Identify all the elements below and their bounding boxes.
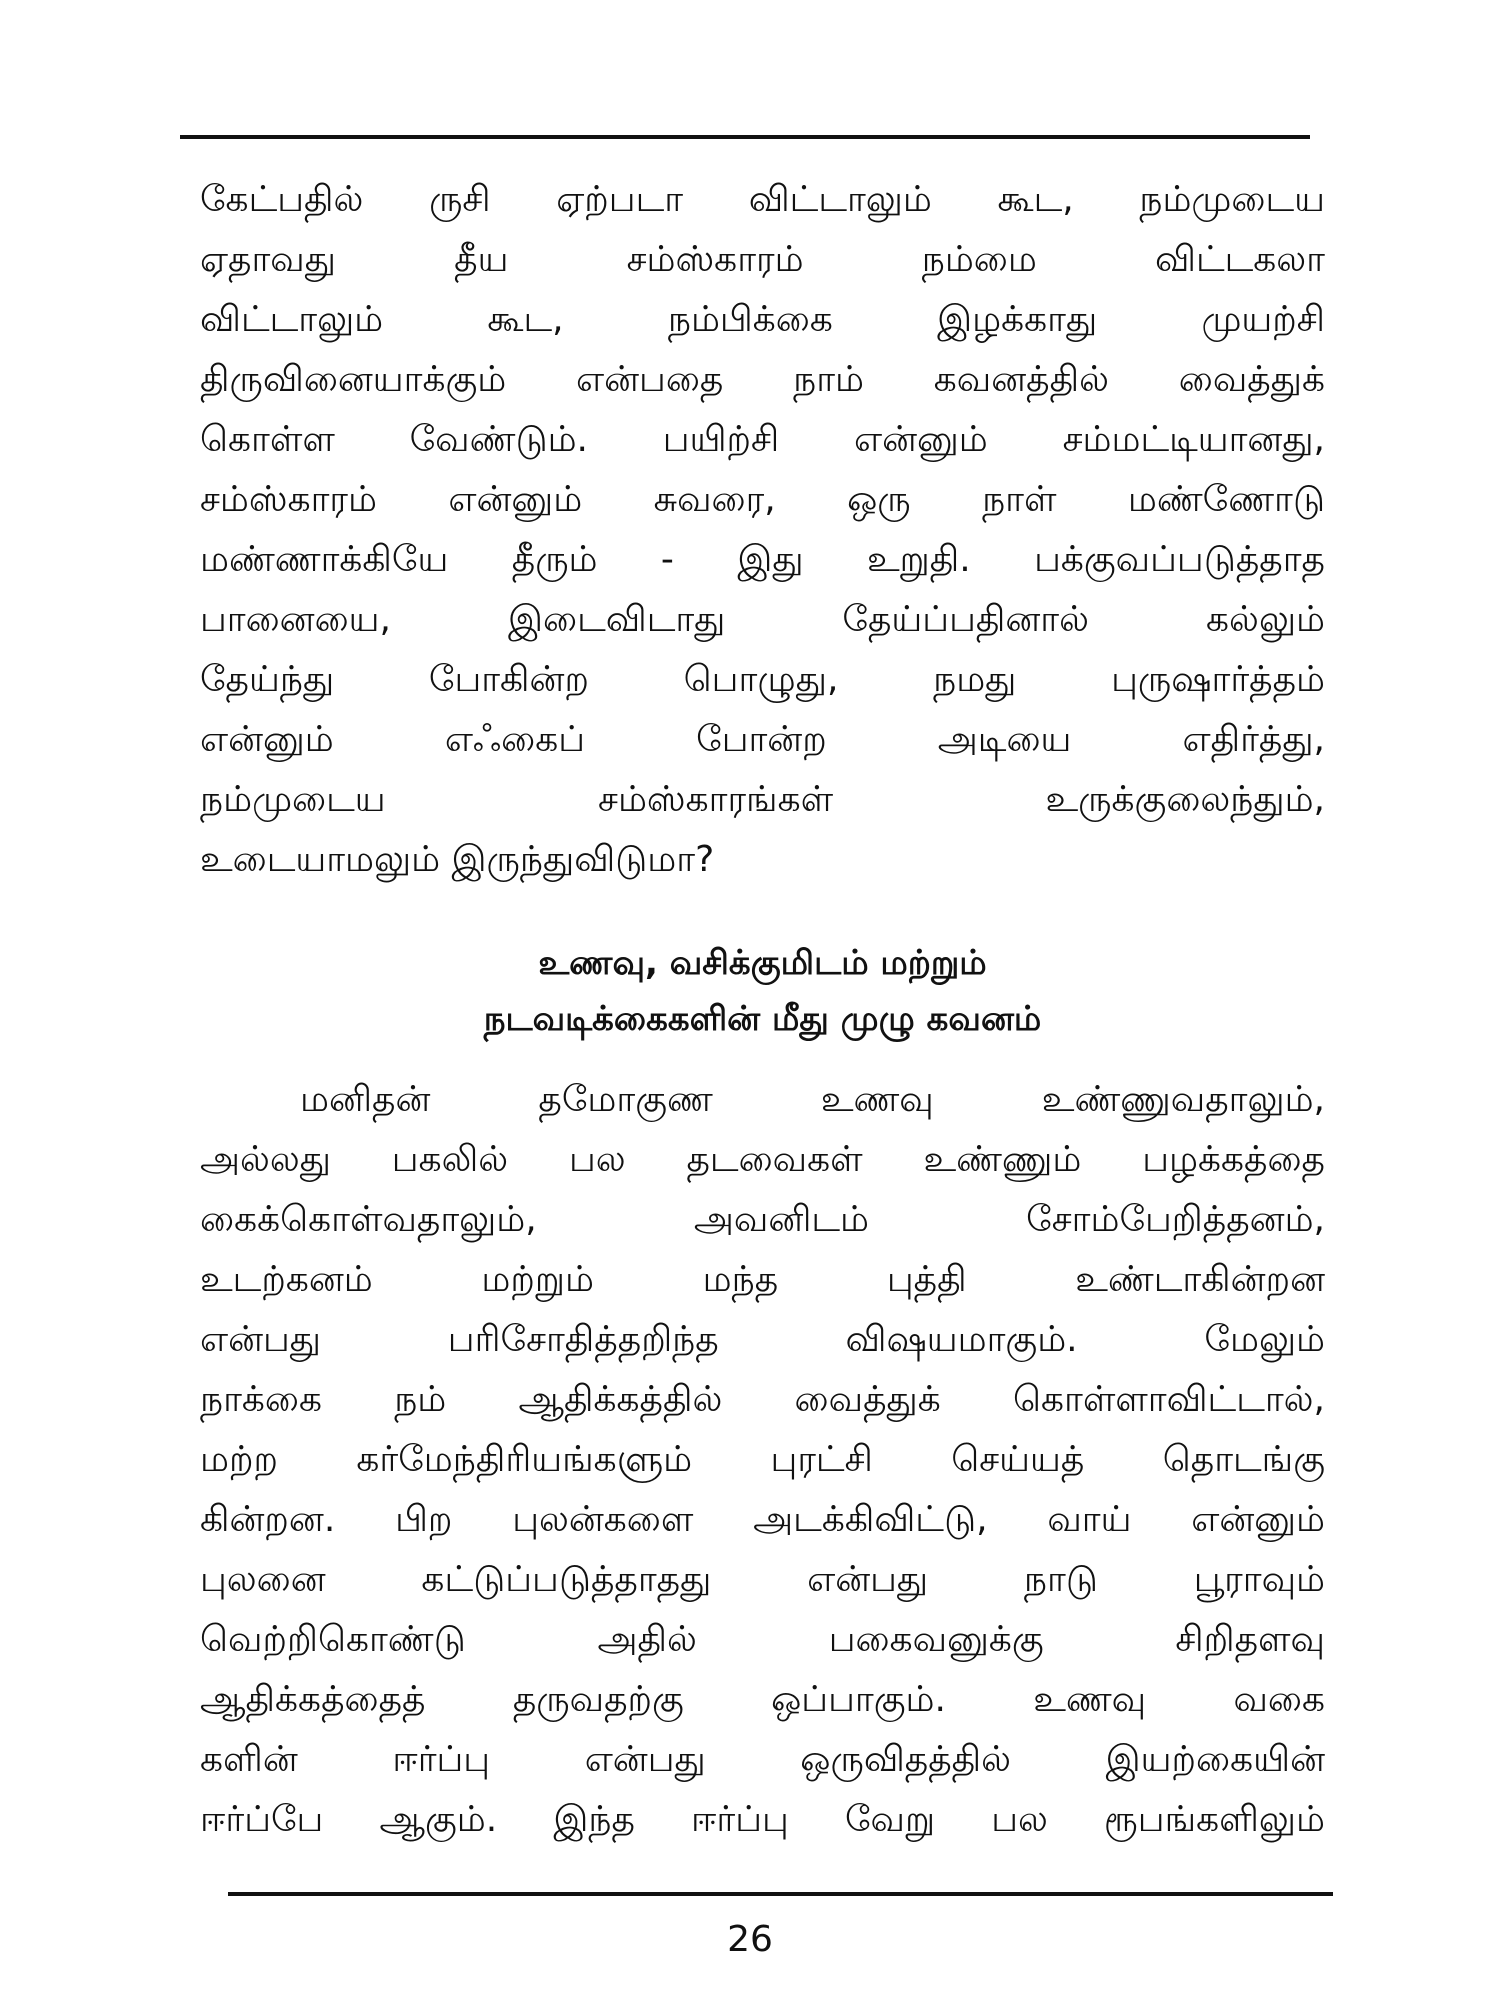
text-line: ஈர்ப்பே ஆகும். இந்த ஈர்ப்பு வேறு பல ரூபங்களிலும் [200,1799,1325,1840]
page-number: 26 [727,1919,773,1960]
text-line: அல்லது பகலில் பல தடவைகள் உண்ணும் பழக்கத்தை [200,1139,1325,1180]
text-line: நம்முடைய சம்ஸ்காரங்கள் உருக்குலைந்தும், [200,779,1325,820]
text-line: வெற்றிகொண்டு அதில் பகைவனுக்கு சிறிதளவு [200,1619,1325,1660]
paragraph-1 [200,170,1325,890]
section-heading-line-2: நடவடிக்கைகளின் மீது முழு கவனம் [483,999,1042,1039]
text-line: தேய்ந்து போகின்ற பொழுது, நமது புருஷார்த்தம் [200,659,1325,700]
text-line: உடற்கனம் மற்றும் மந்த புத்தி உண்டாகின்றன [200,1259,1325,1300]
text-line: மனிதன் தமோகுண உணவு உண்ணுவதாலும், [300,1079,1325,1120]
text-line: ஆதிக்கத்தைத் தருவதற்கு ஒப்பாகும். உணவு வகை [200,1679,1325,1720]
text-line: மண்ணாக்கியே தீரும் - இது உறுதி. பக்குவப்படுத்தாத [200,539,1325,580]
text-line: சம்ஸ்காரம் என்னும் சுவரை, ஒரு நாள் மண்ணோடு [200,479,1325,520]
paragraph-2 [200,1070,1325,1850]
section-heading [200,935,1325,1047]
top-rule [180,135,1310,139]
text-line: புலனை கட்டுப்படுத்தாதது என்பது நாடு பூராவும் [200,1559,1325,1600]
text-line: என்பது பரிசோதித்தறிந்த விஷயமாகும். மேலும் [200,1319,1325,1360]
text-line: கைக்கொள்வதாலும், அவனிடம் சோம்பேறித்தனம், [200,1199,1325,1240]
text-line: திருவினையாக்கும் என்பதை நாம் கவனத்தில் வைத்துக் [200,359,1325,400]
text-line: விட்டாலும் கூட, நம்பிக்கை இழக்காது முயற்சி [200,299,1325,340]
text-line: உடையாமலும் இருந்துவிடுமா? [200,839,715,880]
text-line: பானையை, இடைவிடாது தேய்ப்பதினால் கல்லும் [200,599,1325,640]
text-line: ஏதாவது தீய சம்ஸ்காரம் நம்மை விட்டகலா [200,239,1325,280]
text-line: நாக்கை நம் ஆதிக்கத்தில் வைத்துக் கொள்ளாவிட்டால், [200,1379,1325,1420]
text-line: கின்றன. பிற புலன்களை அடக்கிவிட்டு, வாய் என்னும் [200,1499,1325,1540]
text-line: மற்ற கர்மேந்திரியங்களும் புரட்சி செய்யத் தொடங்கு [200,1439,1325,1480]
bottom-rule [228,1892,1333,1896]
text-line: களின் ஈர்ப்பு என்பது ஒருவிதத்தில் இயற்கையின் [200,1739,1325,1780]
section-heading-line-1: உணவு, வசிக்குமிடம் மற்றும் [538,943,987,983]
text-line: கேட்பதில் ருசி ஏற்படா விட்டாலும் கூட, நம்முடைய [200,179,1325,220]
text-line: என்னும் எஃகைப் போன்ற அடியை எதிர்த்து, [200,719,1325,760]
text-line: கொள்ள வேண்டும். பயிற்சி என்னும் சம்மட்டியானது, [200,419,1325,460]
